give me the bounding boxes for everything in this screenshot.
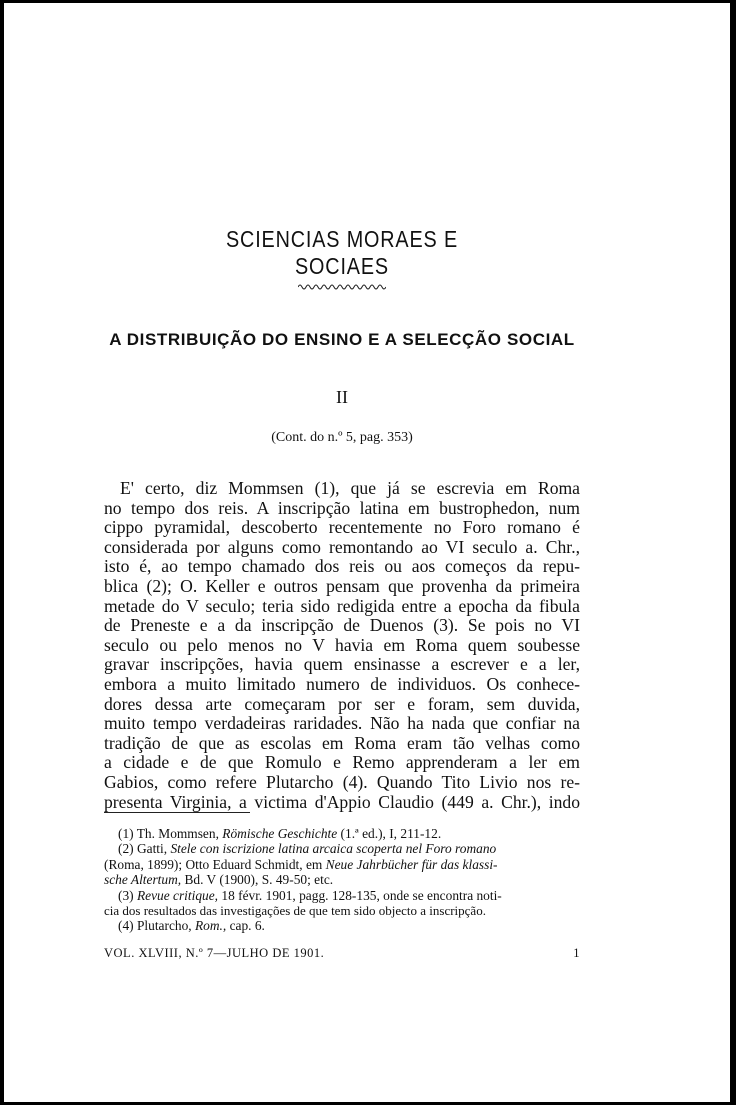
body-line: metade do V seculo; teria sido redigida entre a epocha da fibula (104, 595, 580, 616)
part-number: II (336, 387, 348, 407)
footnote-2-cont: (Roma, 1899); Otto Eduard Schmidt, em Neue Jahrbücher für das klassi- (104, 856, 498, 872)
body-line: muito tempo verdadeiras raridades. Não ha nada que confiar na (104, 713, 580, 734)
body-text (104, 479, 580, 812)
body-line: de Preneste e a da inscripção de Duenos (3). Se pois no VI (104, 615, 580, 636)
body-line: blica (2); O. Keller e outros pensam que provenha da primeira (104, 575, 580, 596)
body-line: embora a muito limitado numero de individuos. Os conhece- (104, 673, 580, 694)
page-number: 1 (573, 946, 580, 960)
ornament-divider (298, 282, 386, 292)
body-line: seculo ou pelo menos no V havia em Roma quem soubesse (104, 634, 580, 655)
body-line: cippo pyramidal, descoberto recentemente no Foro romano é (104, 517, 580, 538)
body-line: Gabios, como refere Plutarcho (4). Quando Tito Livio nos re- (104, 771, 580, 792)
body-line: dores dessa arte começaram por ser e foram, sem duvida, (104, 693, 580, 714)
body-line: isto é, ao tempo chamado dos reis ou aos começos da repu- (104, 556, 580, 577)
footnote-2: (2) Gatti, Stele con iscrizione latina arcaica scoperta nel Foro romano (118, 841, 497, 857)
section-title: SCIENCIAS MORAES E SOCIAES (225, 226, 459, 279)
body-line: presenta Virginia, a victima d'Appio Claudio (449 a. Chr.), indo (104, 791, 580, 812)
footnote-2-cont: sche Altertum, Bd. V (1900), S. 49-50; etc. (104, 872, 334, 888)
article-title: A DISTRIBUIÇÃO DO ENSINO E A SELECÇÃO SOCIAL (109, 330, 575, 349)
volume-info: VOL. XLVIII, N.º 7—JULHO DE 1901. (104, 946, 325, 960)
body-line: E' certo, diz Mommsen (1), que já se escrevia em Roma (120, 478, 580, 498)
body-line: tradição de que as escolas em Roma eram tão velhas como (104, 732, 580, 753)
footnote-rule (104, 812, 250, 813)
continuation-note: (Cont. do n.º 5, pag. 353) (271, 430, 413, 445)
footnote-3-cont: cia dos resultados das investigações de que tem sido objecto a inscripção. (104, 903, 486, 919)
footnote-4: (4) Plutarcho, Rom., cap. 6. (118, 918, 265, 934)
body-line: no tempo dos reis. A inscripção latina em bustrophedon, num (104, 497, 580, 518)
body-line: considerada por alguns como remontando ao VI seculo a. Chr., (104, 536, 580, 557)
page-footer (104, 946, 580, 961)
footnote-3: (3) Revue critique, 18 févr. 1901, pagg. 128-135, onde se encontra noti- (118, 887, 502, 903)
body-line: gravar inscripções, havia quem ensinasse a escrever e a ler, (104, 654, 580, 675)
footnote-1: (1) Th. Mommsen, Römische Geschichte (1.ª ed.), I, 211-12. (118, 826, 442, 841)
footnotes (104, 826, 580, 934)
body-line: a cidade e de que Romulo e Remo apprenderam a ler em (104, 752, 580, 773)
